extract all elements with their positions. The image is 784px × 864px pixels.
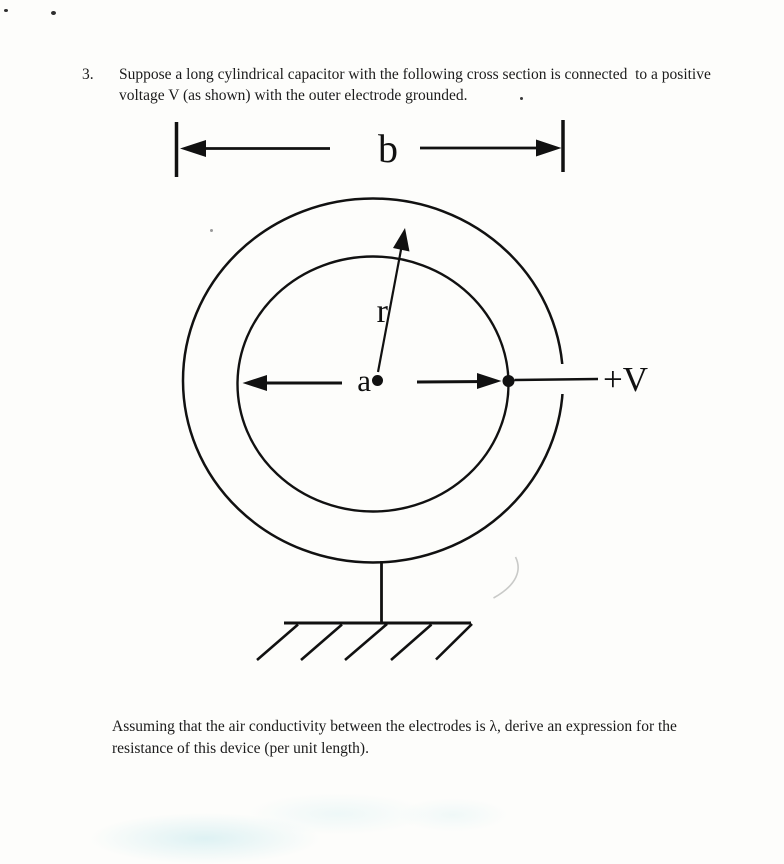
question-line-2: resistance of this device (per unit length). xyxy=(112,739,369,757)
ground-hatch-line xyxy=(345,624,387,660)
question-statement xyxy=(112,716,677,759)
radius-arrowhead-icon xyxy=(393,228,410,252)
inner-right-arrowhead-icon xyxy=(477,373,502,389)
voltage-label: +V xyxy=(603,360,649,399)
radius-label: r xyxy=(376,293,388,330)
problem-statement-line-2: voltage V (as shown) with the outer electrode grounded. xyxy=(119,87,468,104)
voltage-contact-dot xyxy=(503,375,515,387)
ground-hatch-line xyxy=(301,625,342,661)
ground-hatch-line xyxy=(436,624,472,660)
problem-number: 3. xyxy=(82,66,94,83)
voltage-lead-line xyxy=(515,379,599,380)
inner-radius-label: a xyxy=(357,363,371,398)
b-dimension-left-arrowhead-icon xyxy=(180,140,206,157)
b-dimension-right-arrowhead-icon xyxy=(536,140,562,157)
problem-statement-line-1: Suppose a long cylindrical capacitor with the following cross section is connected to a positive xyxy=(119,66,711,83)
scan-artifact-curve xyxy=(494,557,519,598)
inner-left-arrowhead-icon xyxy=(243,375,268,391)
ground-hatch-line xyxy=(257,625,298,661)
ground-hatch-line xyxy=(391,625,432,661)
outer-diameter-label: b xyxy=(378,126,398,171)
center-point-dot xyxy=(372,375,383,386)
question-line-1: Assuming that the air conductivity between the electrodes is λ, derive an expression for the xyxy=(112,718,677,735)
